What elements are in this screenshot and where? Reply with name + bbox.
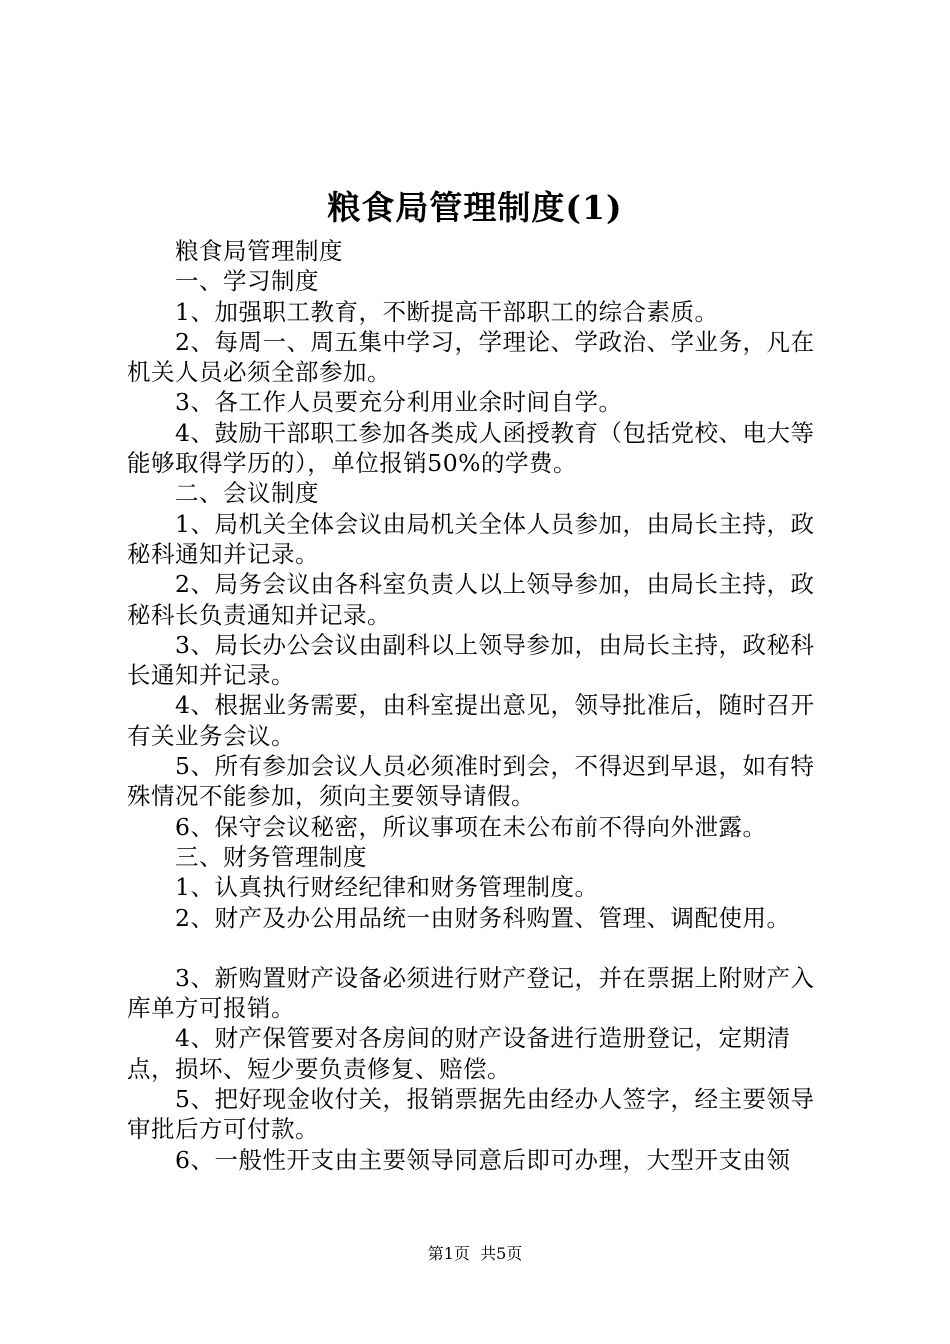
paragraph: 6、一般性开支由主要领导同意后即可办理，大型开支由领 [175, 1145, 791, 1174]
paragraph: 4、财产保管要对各房间的财产设备进行造册登记，定期清点，损坏、短少要负责修复、赔偿。 [127, 1024, 791, 1083]
paragraph: 5、所有参加会议人员必须准时到会，不得迟到早退，如有特殊情况不能参加，须向主要领导请假。 [127, 752, 815, 811]
paragraph: 3、各工作人员要充分利用业余时间自学。 [175, 388, 623, 417]
paragraph: 1、加强职工教育，不断提高干部职工的综合素质。 [175, 297, 719, 326]
paragraph: 2、局务会议由各科室负责人以上领导参加，由局长主持，政秘科长负责通知并记录。 [127, 570, 815, 629]
paragraph: 3、新购置财产设备必须进行财产登记，并在票据上附财产入库单方可报销。 [127, 963, 815, 1023]
paragraph-heading: 粮食局管理制度 [175, 237, 343, 265]
paragraph: 2、财产及办公用品统一由财务科购置、管理、调配使用。 [175, 903, 791, 932]
paragraph: 1、局机关全体会议由局机关全体人员参加，由局长主持，政秘科通知并记录。 [127, 509, 815, 568]
paragraph: 1、认真执行财经纪律和财务管理制度。 [175, 873, 599, 902]
document-title: 粮食局管理制度(1) [327, 188, 623, 227]
paragraph: 2、每周一、周五集中学习，学理论、学政治、学业务，凡在机关人员必须全部参加。 [127, 327, 815, 387]
page-footer: 第1页 共5页 [427, 1244, 523, 1263]
section-heading-finance: 三、财务管理制度 [175, 842, 367, 871]
paragraph: 5、把好现金收付关，报销票据先由经办人签字，经主要领导审批后方可付款。 [127, 1085, 815, 1144]
paragraph: 4、鼓励干部职工参加各类成人函授教育（包括党校、电大等能够取得学历的），单位报销50%的学费。 [127, 418, 815, 478]
paragraph: 3、局长办公会议由副科以上领导参加，由局长主持，政秘科长通知并记录。 [127, 630, 815, 690]
paragraph: 6、保守会议秘密，所议事项在未公布前不得向外泄露。 [175, 812, 767, 841]
paragraph: 4、根据业务需要，由科室提出意见，领导批准后，随时召开有关业务会议。 [127, 691, 815, 750]
section-heading-meeting: 二、会议制度 [175, 479, 319, 508]
section-heading-study: 一、学习制度 [175, 267, 319, 296]
document-body [127, 236, 833, 1175]
